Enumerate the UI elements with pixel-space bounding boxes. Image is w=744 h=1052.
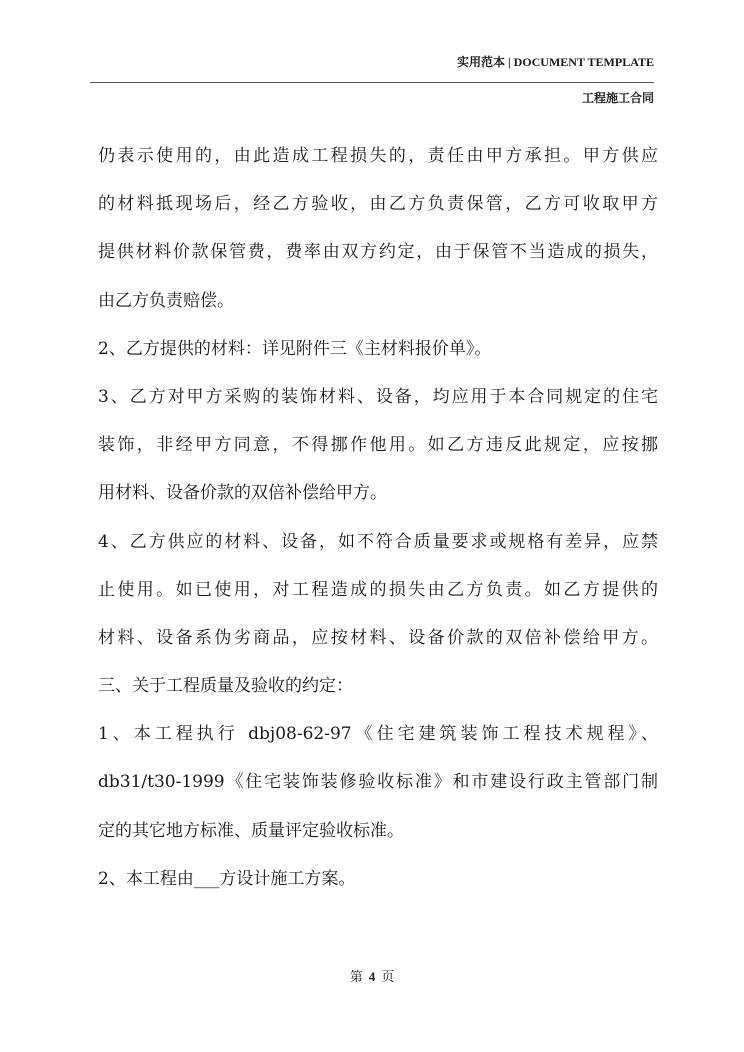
page-footer — [0, 966, 744, 985]
body-line: 1、本工程执行 dbj08-62-97《住宅建筑装饰工程技术规程》、 — [98, 724, 658, 745]
body-line: 装饰，非经甲方同意，不得挪作他用。如乙方违反此规定，应按挪 — [98, 435, 658, 456]
page-prefix: 第 — [349, 969, 363, 984]
body-line: 4、乙方供应的材料、设备，如不符合质量要求或规格有差异，应禁 — [98, 531, 658, 552]
document-body — [98, 138, 658, 909]
body-line: 定的其它地方标准、质量评定验收标准。 — [98, 820, 404, 841]
body-line: 2、乙方提供的材料：详见附件三《主材料报价单》。 — [98, 338, 492, 359]
body-line: 仍表示使用的，由此造成工程损失的，责任由甲方承担。甲方供应 — [98, 146, 658, 166]
body-line: 的材料抵现场后，经乙方验收，由乙方负责保管，乙方可收取甲方 — [98, 194, 658, 215]
body-line: 用材料、设备价款的双倍补偿给甲方。 — [98, 483, 387, 504]
document-template-header: 实用范本 | DOCUMENT TEMPLATE — [457, 55, 654, 69]
body-line: 三、关于工程质量及验收的约定： — [98, 676, 353, 697]
body-line: 2、本工程由___方设计施工方案。 — [98, 868, 356, 889]
page-suffix: 页 — [381, 969, 395, 984]
body-line: 3、乙方对甲方采购的装饰材料、设备，均应用于本合同规定的住宅 — [98, 386, 658, 407]
body-line: 提供材料价款保管费，费率由双方约定，由于保管不当造成的损失， — [98, 242, 658, 263]
document-subtitle: 工程施工合同 — [581, 91, 654, 105]
body-line: 由乙方负责赔偿。 — [98, 290, 234, 311]
body-line: db31/t30-1999《住宅装饰装修验收标准》和市建设行政主管部门制 — [98, 772, 658, 793]
body-line: 材料、设备系伪劣商品，应按材料、设备价款的双倍补偿给甲方。 — [98, 627, 658, 648]
page-number: 4 — [368, 969, 376, 984]
header-divider — [90, 82, 654, 83]
body-line: 止使用。如已使用，对工程造成的损失由乙方负责。如乙方提供的 — [98, 579, 658, 600]
